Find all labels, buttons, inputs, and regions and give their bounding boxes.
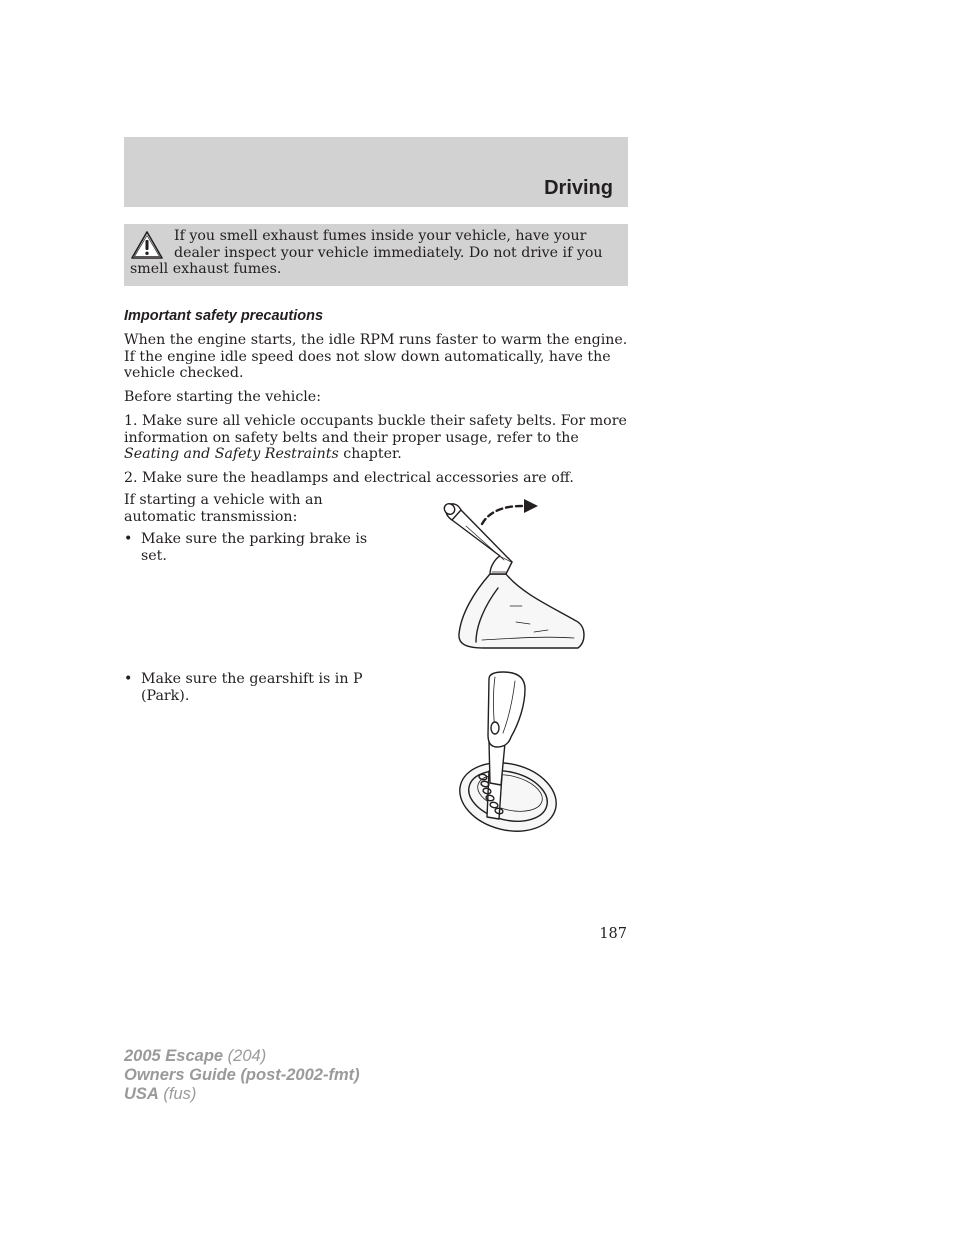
step-1-text: 1. Make sure all vehicle occupants buckle their safety belts. For more information on safety belts and their proper usage, refer to the xyxy=(124,413,627,446)
footer-market-code: (fus) xyxy=(158,1085,197,1103)
idle-rpm-paragraph: When the engine starts, the idle RPM runs faster to warm the engine. If the engine idle speed does not slow down automatically, have the vehicle checked. xyxy=(124,332,628,381)
bullet-parking-brake xyxy=(124,531,381,564)
footer-line-2: Owners Guide (post-2002-fmt) xyxy=(124,1066,360,1084)
warning-text: If you smell exhaust fumes inside your vehicle, have your dealer inspect your vehicle immediately. Do not drive if you smell exhaust fumes. xyxy=(130,228,603,277)
footer-line-3 xyxy=(124,1085,360,1104)
page-number: 187 xyxy=(599,926,627,942)
chapter-reference: Seating and Safety Restraints xyxy=(124,446,339,462)
footer-model-code: (204) xyxy=(223,1047,267,1065)
bullet-parking-brake-text: Make sure the parking brake is set. xyxy=(141,531,368,564)
footer-market: USA xyxy=(124,1085,159,1103)
bullet-marker: • xyxy=(124,531,133,547)
bullet-gearshift xyxy=(124,671,381,704)
before-starting-paragraph: Before starting the vehicle: xyxy=(124,389,321,405)
step-1-end: chapter. xyxy=(338,446,402,462)
footer xyxy=(124,1047,360,1104)
automatic-intro: If starting a vehicle with an automatic transmission: xyxy=(124,492,323,525)
parking-brake-lever-illustration xyxy=(436,496,592,654)
step-1-paragraph xyxy=(124,413,628,463)
section-header-band xyxy=(124,137,628,207)
gearshift-lever-illustration xyxy=(455,671,567,837)
step-2-paragraph: 2. Make sure the headlamps and electrical accessories are off. xyxy=(124,470,574,486)
subheading: Important safety precautions xyxy=(124,308,324,324)
footer-model: 2005 Escape xyxy=(124,1047,224,1065)
bullet-marker: • xyxy=(124,671,133,687)
bullet-gearshift-text: Make sure the gearshift is in P (Park). xyxy=(141,671,363,704)
section-title: Driving xyxy=(544,177,613,199)
footer-line-1 xyxy=(124,1047,360,1066)
warning-box xyxy=(124,224,628,286)
